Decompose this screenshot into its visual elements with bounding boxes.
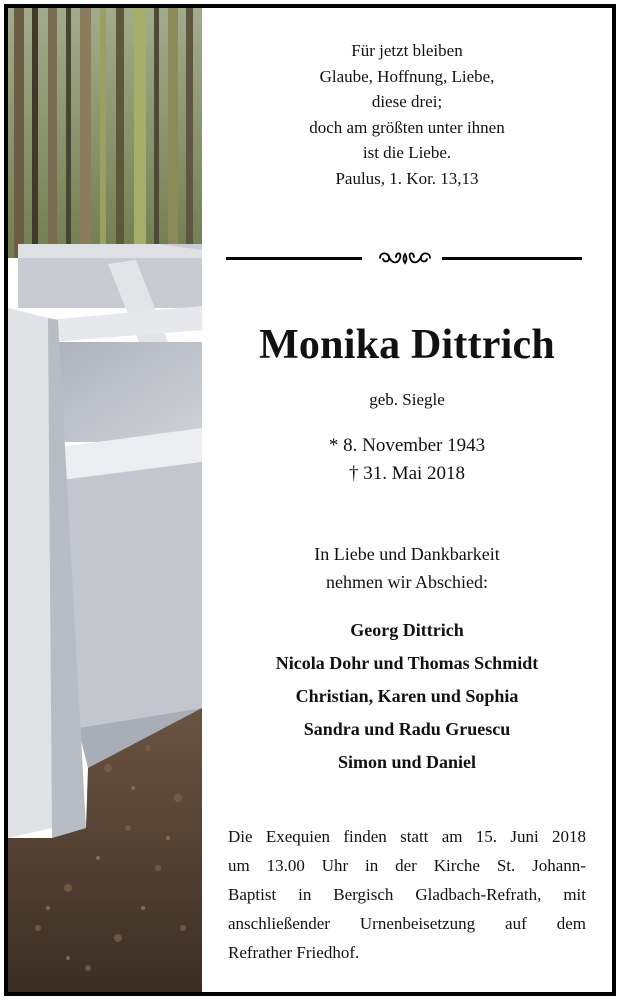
notice-word: finden <box>343 827 387 846</box>
verse-line: diese drei; <box>371 92 443 111</box>
notice-word: Johann- <box>532 856 586 875</box>
farewell-line: nehmen wir Abschied: <box>326 572 488 592</box>
deceased-name: Monika Dittrich <box>259 322 555 368</box>
notice-word: 15. <box>475 827 498 846</box>
notice-word: anschließender <box>228 914 330 933</box>
notice-word: statt <box>400 827 429 846</box>
notice-word: Gladbach-Refrath, <box>415 885 542 904</box>
verse-reference: Paulus, 1. Kor. 13,13 <box>335 168 479 188</box>
memorial-photo <box>8 8 202 992</box>
notice-word: Bergisch <box>333 885 394 904</box>
divider-rule-right <box>442 257 582 260</box>
notice-word: dem <box>556 914 586 933</box>
notice-word: am <box>441 827 463 846</box>
notice-word: St. <box>496 856 516 875</box>
obituary-frame <box>4 4 616 996</box>
death-date: † 31. Mai 2018 <box>348 463 466 484</box>
notice-word: Exequien <box>265 827 331 846</box>
notice-line <box>228 909 586 938</box>
flourish-ornament-icon <box>376 248 434 268</box>
notice-word: Kirche <box>433 856 480 875</box>
notice-line: Refrather Friedhof. <box>228 943 360 962</box>
divider-rule-left <box>226 257 362 260</box>
notice-line <box>228 880 586 909</box>
mourner-name: Sandra und Radu Gruescu <box>303 719 511 739</box>
mourner-name: Simon und Daniel <box>337 752 477 772</box>
notice-word: auf <box>505 914 527 933</box>
birth-date: * 8. November 1943 <box>328 435 486 456</box>
notice-word: der <box>395 856 417 875</box>
notice-word: Urnenbeisetzung <box>359 914 476 933</box>
notice-line <box>228 851 586 880</box>
farewell-line: In Liebe und Dankbarkeit <box>314 544 500 564</box>
notice-word: in <box>298 885 312 904</box>
notice-word: Uhr <box>321 856 349 875</box>
notice-word: in <box>365 856 379 875</box>
birth-name: geb. Siegle <box>369 390 445 409</box>
life-dates <box>202 432 612 488</box>
notice-word: um <box>228 856 250 875</box>
farewell-text <box>202 540 612 596</box>
verse-line: Für jetzt bleiben <box>351 41 463 60</box>
verse-line: doch am größten unter ihnen <box>309 117 505 137</box>
mourners-list <box>202 614 612 779</box>
notice-word: mit <box>563 885 586 904</box>
notice-word: 13.00 <box>266 856 305 875</box>
notice-word: Baptist <box>228 885 277 904</box>
verse-line: Glaube, Hoffnung, Liebe, <box>319 66 495 86</box>
notice-word: 2018 <box>551 827 586 846</box>
notice-word: Die <box>228 827 253 846</box>
obituary-text-column <box>202 8 612 992</box>
divider <box>226 248 582 268</box>
mourner-name: Nicola Dohr und Thomas Schmidt <box>275 653 539 673</box>
mourner-name: Georg Dittrich <box>350 620 464 640</box>
notice-line <box>228 822 586 851</box>
service-notice <box>228 822 586 967</box>
verse-line: ist die Liebe. <box>362 143 452 162</box>
mourner-name: Christian, Karen und Sophia <box>295 686 519 706</box>
notice-word: Juni <box>510 827 539 846</box>
bible-verse <box>202 38 612 191</box>
